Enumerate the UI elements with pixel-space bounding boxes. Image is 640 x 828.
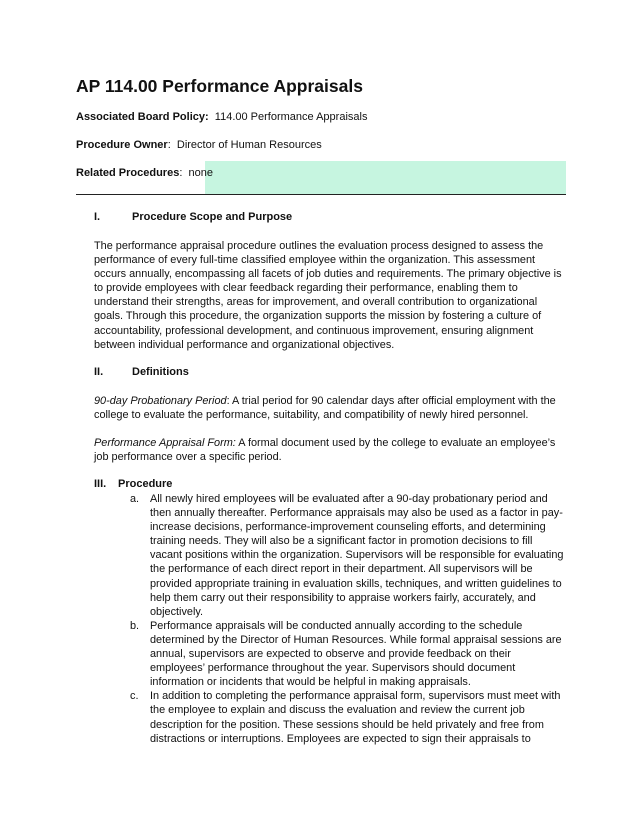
related-procedures-line: Related Procedures: none: [76, 167, 213, 179]
section-title: Procedure Scope and Purpose: [132, 211, 293, 223]
board-policy-label: Associated Board Policy:: [76, 111, 209, 123]
related-procedures-value: none: [188, 167, 213, 179]
definition-term: 90-day Probationary Period: [94, 395, 227, 407]
procedure-owner-line: Procedure Owner: Director of Human Resources: [76, 139, 322, 151]
list-marker: c.: [130, 690, 139, 703]
header-divider: [76, 194, 566, 195]
procedure-list: [130, 492, 566, 746]
definition-term: Performance Appraisal Form:: [94, 437, 236, 449]
list-marker: b.: [130, 619, 140, 632]
section-number: III.: [94, 478, 107, 490]
scope-paragraph: The performance appraisal procedure outlines the evaluation process designed to assess the performance of every full-time classified employee within the organization. This assessment occurs annually, encompassing all facets of job duties and requirements. The primary objective is to provide employees with clear feedback regarding their performance, enabling them to understand their strengths, areas for improvement, and overall contribution to organizational goals. Through this procedure, the organization supports the mission by fostering a culture of accountability, professional development, and continuous improvement, ensuring alignment between individual performance and organizational objectives.: [94, 240, 562, 351]
definition-text: A formal document used by the college to evaluate an employee’s job performance over a specific period.: [94, 437, 556, 464]
list-item: [130, 619, 566, 689]
section-number: I.: [94, 211, 101, 223]
definition-probationary: 90-day Probationary Period: A trial period for 90 calendar days after official employment with the college to evaluate the performance, suitability, and compatibility of newly hired personnel.: [94, 395, 556, 422]
page-title: AP 114.00 Performance Appraisals: [76, 76, 363, 96]
section-title: Procedure: [118, 478, 173, 490]
list-item: [130, 689, 566, 745]
definition-appraisal-form: [94, 436, 566, 464]
highlight-band: [205, 161, 566, 194]
list-marker: a.: [130, 493, 140, 505]
list-item-text: In addition to completing the performance appraisal form, supervisors must meet with the employee to explain and discuss the evaluation and review the current job description for the position. These sessions should be held privately and free from distractions or interruptions. Employees are expected to sign their appraisals to: [150, 690, 561, 745]
procedure-owner-label: Procedure Owner: [76, 139, 168, 151]
procedure-owner-value: Director of Human Resources: [176, 139, 322, 151]
definition-text: A trial period for 90 calendar days after official employment with the college to evaluate the performance, suitability, and compatibility of newly hired personnel.: [94, 395, 556, 422]
board-policy-value: 114.00 Performance Appraisals: [214, 111, 368, 123]
list-item-text: All newly hired employees will be evaluated after a 90-day probationary period and then annually thereafter. Performance appraisals may also be used as a factor in pay-increase decisions, performance-improvement counseling efforts, and determining training needs. They will also be a significant factor in promotion decisions to fill vacant positions within the organization. Supervisors will be responsible for evaluating the performance of each direct report in their department. All supervisors will be provided appropriate training in evaluation skills, techniques, and written guidelines to help them carry out their responsibility to appraise workers fairly, accurately, and objectively.: [150, 493, 564, 618]
related-procedures-label: Related Procedures: [76, 167, 180, 179]
list-item: [130, 492, 566, 619]
section-title: Definitions: [132, 366, 189, 378]
list-item-text: Performance appraisals will be conducted annually according to the schedule determined by the Director of Human Resources. While formal appraisal sessions are annual, supervisors are expected to observe and provide feedback on their employees’ performance throughout the year. Supervisors should document information or incidents that would be helpful in making appraisals.: [150, 619, 562, 689]
board-policy-line: [76, 111, 367, 123]
section-number: II.: [94, 366, 104, 378]
